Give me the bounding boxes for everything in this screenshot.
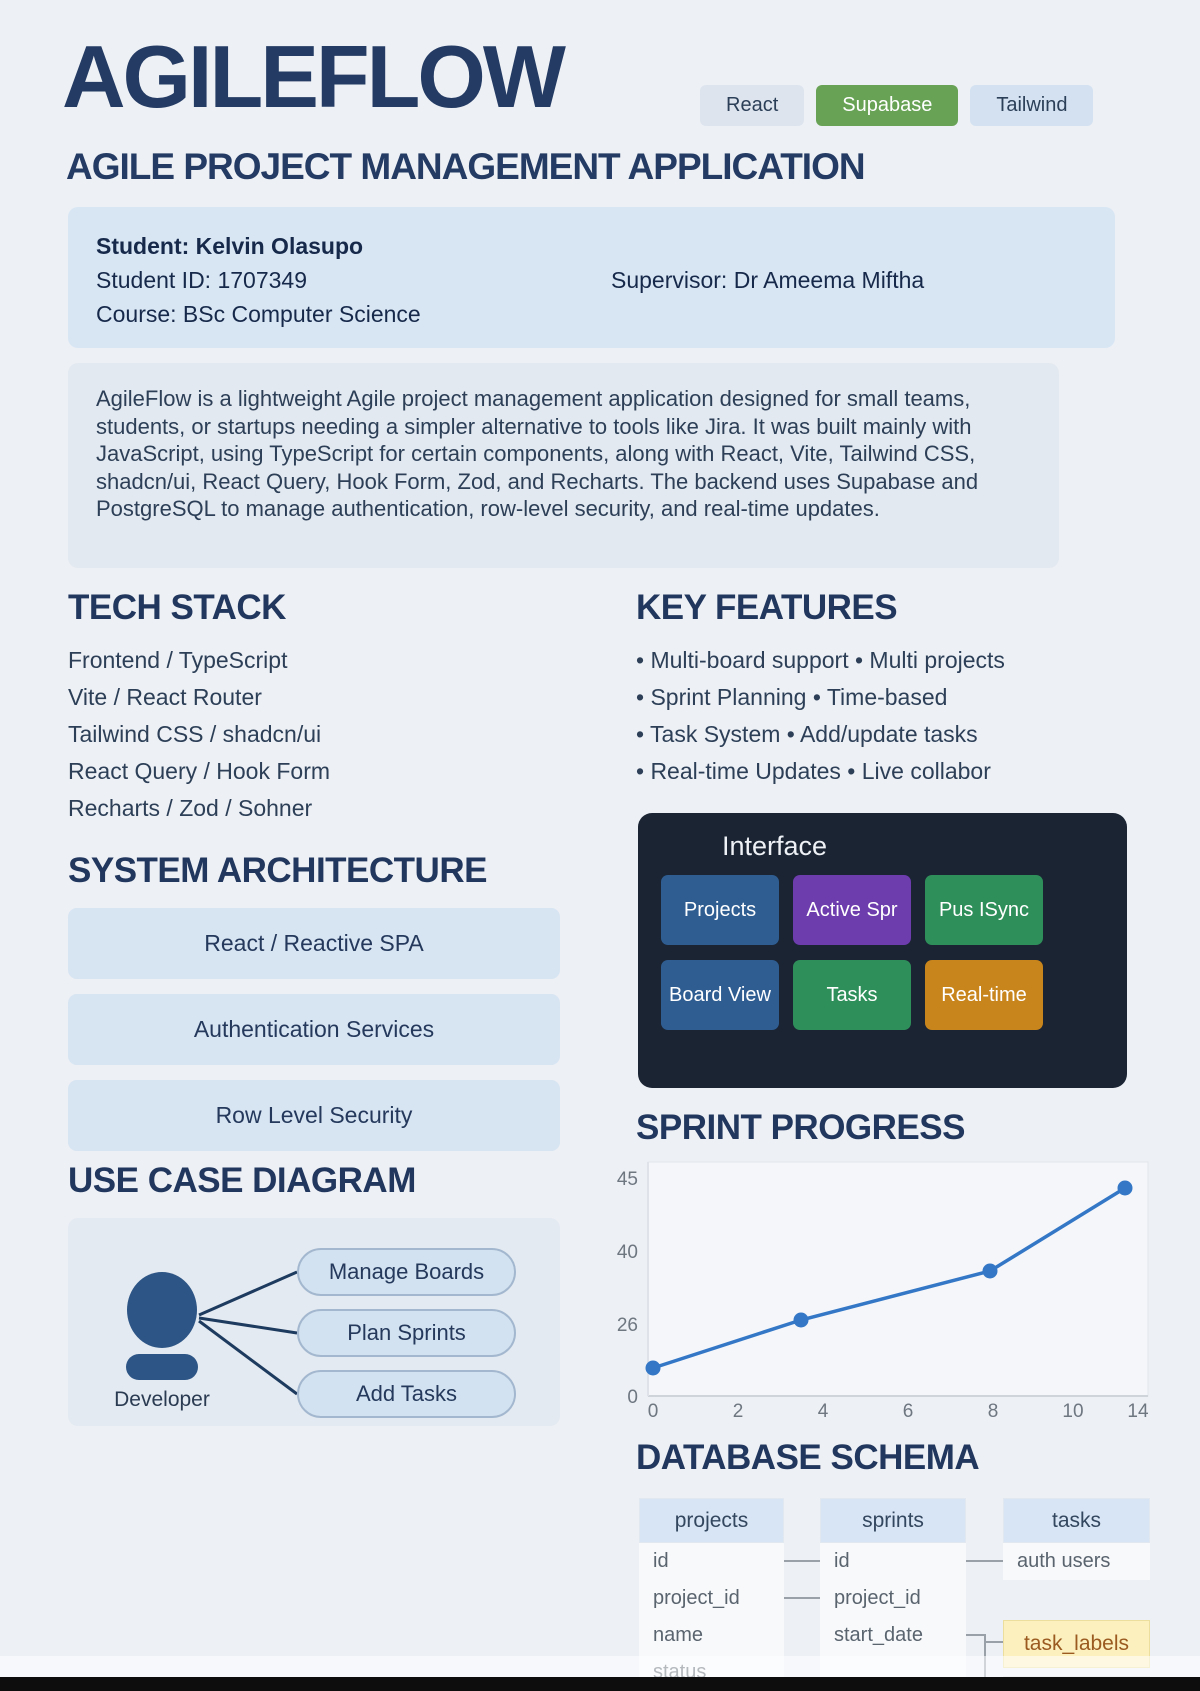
tile-board-view: Board View bbox=[661, 960, 779, 1030]
interface-title: Interface bbox=[722, 831, 828, 861]
architecture-layers bbox=[68, 908, 560, 1166]
bottom-black-bar bbox=[0, 1677, 1200, 1691]
tile-real-time: Real-time bbox=[925, 960, 1043, 1030]
actor-head bbox=[127, 1272, 197, 1348]
student-id-row bbox=[96, 263, 1087, 297]
schema-table-task-labels: task_labels bbox=[1003, 1620, 1150, 1668]
tech-stack-item: Vite / React Router bbox=[68, 684, 262, 710]
use-case-add-tasks: Add Tasks bbox=[297, 1370, 516, 1418]
page-subtitle: AGILE PROJECT MANAGEMENT APPLICATION bbox=[66, 146, 865, 187]
svg-text:4: 4 bbox=[817, 1401, 829, 1420]
student-id: Student ID: 1707349 bbox=[96, 267, 307, 293]
table-name: projects bbox=[639, 1498, 784, 1543]
sprint-progress-chart bbox=[592, 1158, 1152, 1420]
tech-stack-item: Recharts / Zod / Sohner bbox=[68, 795, 313, 821]
svg-text:10: 10 bbox=[1062, 1401, 1084, 1420]
tile-pus-isync: Pus ISync bbox=[925, 875, 1043, 945]
tile-active-spr: Active Spr bbox=[793, 875, 911, 945]
feature-item: • Multi-board support • Multi projects bbox=[636, 647, 1005, 673]
tech-stack-item: React Query / Hook Form bbox=[68, 758, 331, 784]
database-schema-heading: DATABASE SCHEMA bbox=[636, 1438, 980, 1477]
table-name: sprints bbox=[820, 1498, 966, 1543]
svg-text:45: 45 bbox=[616, 1169, 638, 1190]
table-row: start_date bbox=[820, 1617, 966, 1654]
tile-tasks: Tasks bbox=[793, 960, 911, 1030]
key-features-list bbox=[636, 642, 1005, 790]
key-features-heading: KEY FEATURES bbox=[636, 588, 898, 627]
table-row: id bbox=[639, 1543, 784, 1580]
architecture-layer-auth: Authentication Services bbox=[68, 994, 560, 1065]
svg-text:2: 2 bbox=[732, 1401, 744, 1420]
tech-stack-list bbox=[68, 642, 330, 827]
feature-item: • Real-time Updates • Live collabor bbox=[636, 758, 991, 784]
course: Course: BSc Computer Science bbox=[96, 301, 421, 327]
chart-x-axis-labels bbox=[648, 1401, 1149, 1420]
tech-badges bbox=[700, 85, 1093, 126]
page-title: AGILEFLOW bbox=[62, 27, 563, 126]
table-row: name bbox=[639, 1617, 784, 1654]
use-case-diagram bbox=[68, 1218, 560, 1426]
feature-item: • Sprint Planning • Time-based bbox=[636, 684, 948, 710]
use-case-heading: USE CASE DIAGRAM bbox=[68, 1161, 416, 1200]
badge-react[interactable]: React bbox=[700, 85, 804, 126]
svg-text:14: 14 bbox=[1127, 1401, 1149, 1420]
architecture-layer-spa: React / Reactive SPA bbox=[68, 908, 560, 979]
svg-text:40: 40 bbox=[616, 1242, 638, 1263]
system-architecture-heading: SYSTEM ARCHITECTURE bbox=[68, 851, 487, 890]
student-name: Student: Kelvin Olasupo bbox=[96, 233, 364, 259]
architecture-layer-rls: Row Level Security bbox=[68, 1080, 560, 1151]
table-name: tasks bbox=[1003, 1498, 1150, 1543]
badge-supabase[interactable]: Supabase bbox=[816, 85, 958, 126]
svg-text:8: 8 bbox=[987, 1401, 999, 1420]
schema-table-tasks bbox=[1003, 1498, 1150, 1580]
tech-stack-item: Frontend / TypeScript bbox=[68, 647, 288, 673]
actor-label: Developer bbox=[114, 1388, 210, 1411]
chart-y-axis-labels bbox=[617, 1169, 638, 1408]
badge-tailwind[interactable]: Tailwind bbox=[970, 85, 1093, 126]
use-case-plan-sprints: Plan Sprints bbox=[297, 1309, 516, 1357]
tech-stack-item: Tailwind CSS / shadcn/ui bbox=[68, 721, 322, 747]
sprint-progress-heading: SPRINT PROGRESS bbox=[636, 1108, 965, 1147]
bottom-light-strip bbox=[0, 1656, 1200, 1677]
project-description: AgileFlow is a lightweight Agile project management application designed for small teams, students, or startups needing a simpler alternative to tools like Jira. It was built mainly with JavaScript, using TypeScript for certain components, along with React, Vite, Tailwind CSS, shadcn/ui, React Query, Hook Form, Zod, and Recharts. The backend uses Supabase and PostgreSQL to manage authentication, row-level security, and real-time updates. bbox=[96, 386, 979, 521]
svg-text:0: 0 bbox=[647, 1401, 659, 1420]
interface-tiles bbox=[661, 875, 1043, 1030]
chart-plot-area bbox=[648, 1162, 1148, 1396]
tech-stack-heading: TECH STACK bbox=[68, 588, 286, 627]
actor-body bbox=[126, 1354, 198, 1380]
use-case-manage-boards: Manage Boards bbox=[297, 1248, 516, 1296]
table-row: id bbox=[820, 1543, 966, 1580]
supervisor: Supervisor: Dr Ameema Miftha bbox=[611, 267, 925, 293]
table-row: auth users bbox=[1003, 1543, 1150, 1580]
svg-text:26: 26 bbox=[616, 1315, 638, 1336]
svg-text:6: 6 bbox=[902, 1401, 914, 1420]
project-description-card bbox=[68, 363, 1059, 568]
student-info-card bbox=[68, 207, 1115, 348]
tile-projects: Projects bbox=[661, 875, 779, 945]
svg-text:0: 0 bbox=[627, 1387, 638, 1408]
feature-item: • Task System • Add/update tasks bbox=[636, 721, 978, 747]
interface-mockup-panel bbox=[638, 813, 1127, 1088]
table-row: project_id bbox=[639, 1580, 784, 1617]
table-row: project_id bbox=[820, 1580, 966, 1617]
